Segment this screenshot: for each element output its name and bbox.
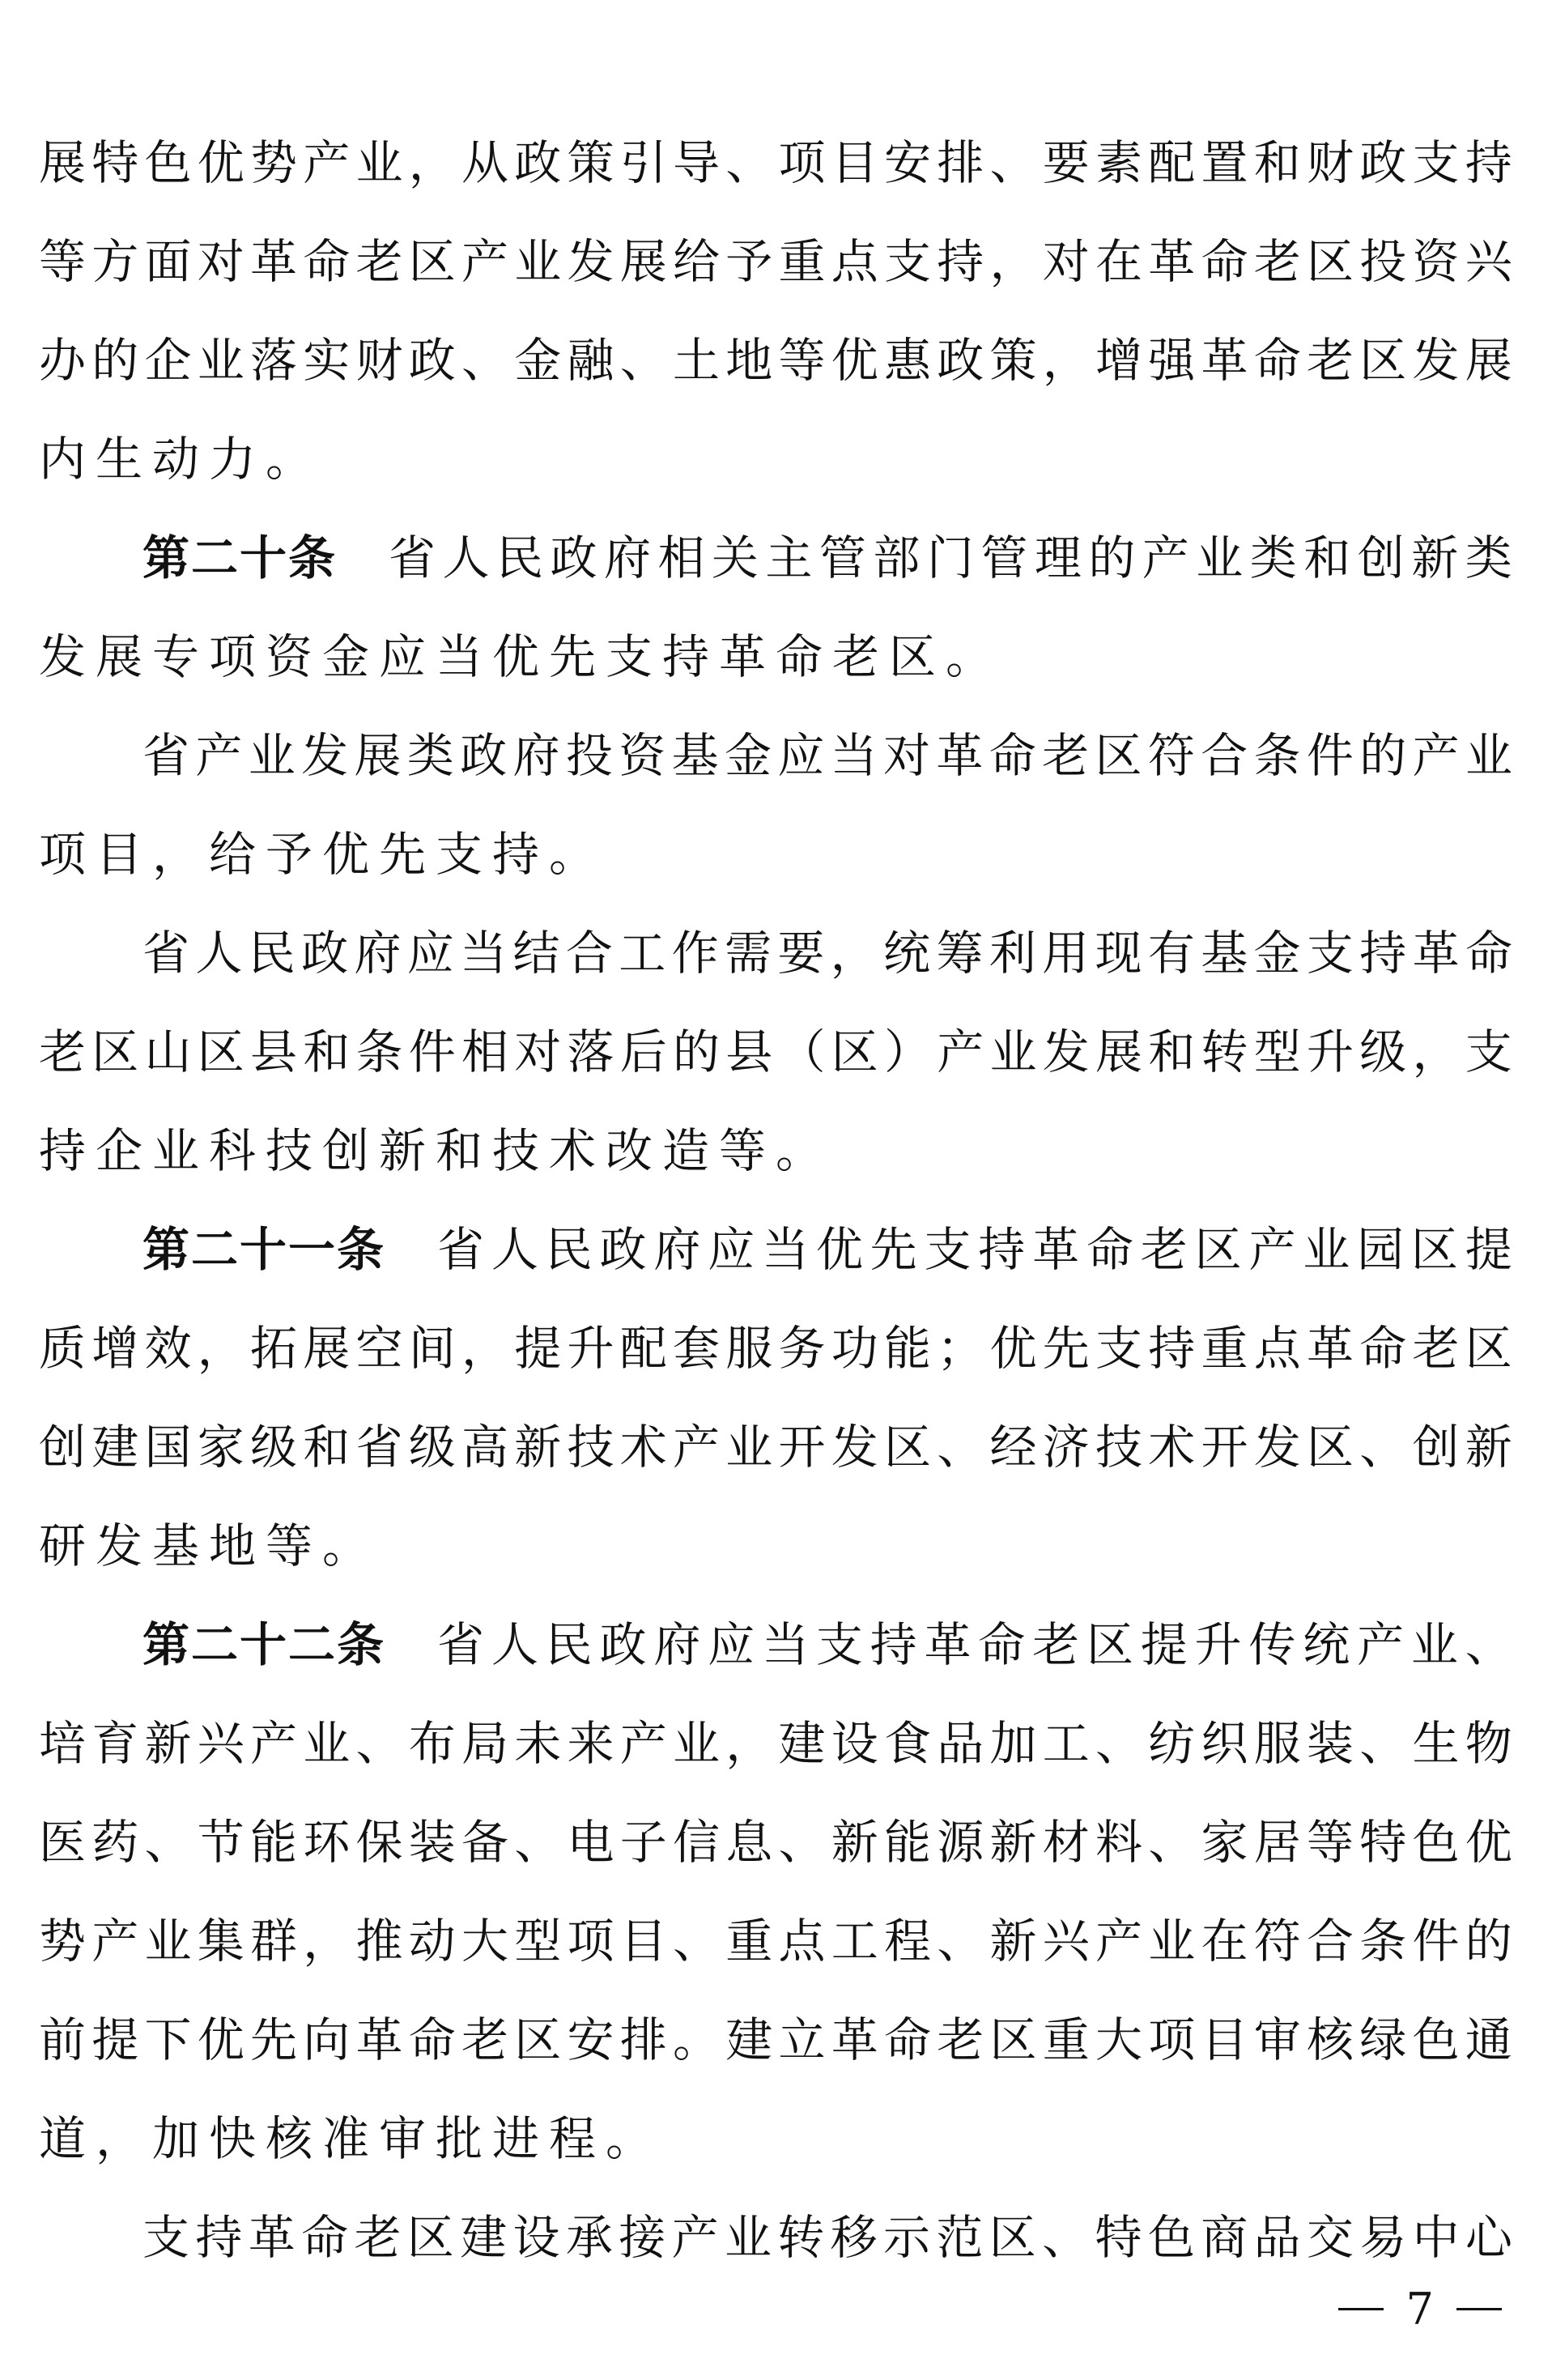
line-text: 省 人 民 政 府 相 关 主 管 部 门 管 理 的 产 业 类 和 创 新 类: [389, 530, 1512, 585]
line-text: 老 区 山 区 县 和 条 件 相 对 落 后 的 县 （ 区 ） 产 业 发 展 和 转 型 升 级 ， 支: [39, 1024, 1512, 1079]
line-text: 质 增 效 ， 拓 展 空 间 ， 提 升 配 套 服 务 功 能 ； 优 先 支 持 重 点 革 命 老 区: [39, 1321, 1512, 1376]
text-line: [39, 410, 1512, 509]
text-line: [39, 1200, 1512, 1299]
text-line: [39, 1694, 1512, 1793]
text-line: [39, 607, 1512, 706]
text-line: [39, 1595, 1512, 1694]
text-line: [39, 805, 1512, 904]
line-text: 省 人 民 政 府 应 当 优 先 支 持 革 命 老 区 产 业 园 区 提: [437, 1222, 1512, 1277]
line-text: 省 人 民 政 府 应 当 支 持 革 命 老 区 提 升 传 统 产 业 、: [437, 1617, 1512, 1672]
line-text: 势 产 业 集 群 ， 推 动 大 型 项 目 、 重 点 工 程 、 新 兴 产 业 在 符 合 条 件 的: [39, 1914, 1512, 1969]
line-text: 等 方 面 对 革 命 老 区 产 业 发 展 给 予 重 点 支 持 ， 对 在 革 命 老 区 投 资 兴: [39, 234, 1512, 289]
document-body: [39, 113, 1512, 2287]
line-text: 持企业科技创新和技术改造等。: [39, 1123, 833, 1178]
text-line: [39, 311, 1512, 410]
text-line: [39, 2188, 1512, 2287]
article-heading: 第二十条: [142, 530, 338, 585]
page-footer: [1338, 2284, 1502, 2335]
line-text: 办 的 企 业 落 实 财 政 、 金 融 、 土 地 等 优 惠 政 策 ， 增 强 革 命 老 区 发 展: [39, 333, 1512, 388]
line-text: 项目，给予优先支持。: [39, 827, 606, 882]
text-line: [39, 1497, 1512, 1595]
text-line: [39, 1299, 1512, 1398]
line-text: 省 产 业 发 展 类 政 府 投 资 基 金 应 当 对 革 命 老 区 符 合 条 件 的 产 业: [142, 728, 1512, 783]
text-line: [39, 509, 1512, 607]
line-text: 创 建 国 家 级 和 省 级 高 新 技 术 产 业 开 发 区 、 经 济 技 术 开 发 区 、 创 新: [39, 1420, 1512, 1475]
line-text: 培 育 新 兴 产 业 、 布 局 未 来 产 业 ， 建 设 食 品 加 工 、 纺 织 服 装 、 生 物: [39, 1716, 1512, 1771]
text-line: [39, 2089, 1512, 2188]
line-text: 研发基地等。: [39, 1518, 380, 1573]
text-line: [39, 1793, 1512, 1892]
line-text: 发展专项资金应当优先支持革命老区。: [39, 629, 1003, 684]
line-text: 医 药 、 节 能 环 保 装 备 、 电 子 信 息 、 新 能 源 新 材 料 、 家 居 等 特 色 优: [39, 1815, 1512, 1870]
line-text: 内生动力。: [39, 432, 323, 487]
text-line: [39, 706, 1512, 805]
text-line: [39, 1101, 1512, 1200]
line-text: 前 提 下 优 先 向 革 命 老 区 安 排 。 建 立 革 命 老 区 重 大 项 目 审 核 绿 色 通: [39, 2012, 1512, 2067]
text-line: [39, 1990, 1512, 2089]
text-line: [39, 212, 1512, 311]
article-heading: 第二十一条: [142, 1222, 386, 1277]
text-line: [39, 1398, 1512, 1497]
article-heading: 第二十二条: [142, 1617, 386, 1672]
text-line: [39, 1892, 1512, 1990]
footer-dash-left: [1338, 2308, 1384, 2310]
line-text: 展 特 色 优 势 产 业 ， 从 政 策 引 导 、 项 目 安 排 、 要 素 配 置 和 财 政 支 持: [39, 135, 1512, 190]
text-line: [39, 1003, 1512, 1101]
line-text: 省 人 民 政 府 应 当 结 合 工 作 需 要 ， 统 筹 利 用 现 有 基 金 支 持 革 命: [142, 926, 1512, 981]
text-line: [39, 904, 1512, 1003]
text-line: [39, 113, 1512, 212]
line-text: 道，加快核准审批进程。: [39, 2111, 663, 2166]
footer-dash-right: [1456, 2308, 1502, 2310]
line-text: 支 持 革 命 老 区 建 设 承 接 产 业 转 移 示 范 区 、 特 色 商 品 交 易 中 心: [142, 2210, 1512, 2265]
page-number: 7: [1405, 2284, 1434, 2335]
